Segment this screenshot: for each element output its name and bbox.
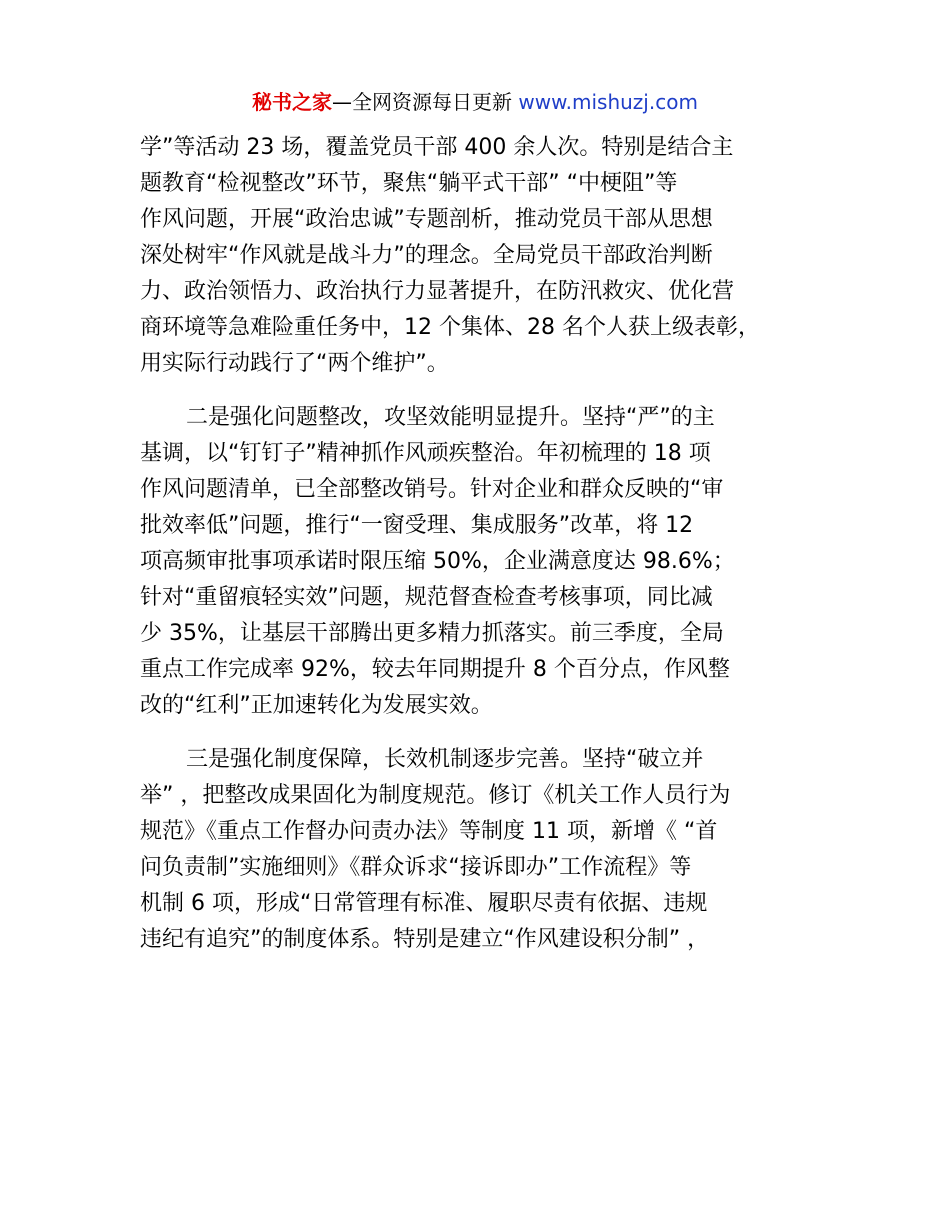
text-line: 改的“红利”正加速转化为发展实效。: [140, 693, 493, 718]
site-url-link[interactable]: www.mishuzj.com: [518, 90, 698, 114]
paragraph-1: [140, 130, 830, 382]
text-line: 题教育“检视整改”环节，聚焦“躺平式干部” “中梗阻”等: [140, 171, 678, 196]
text-line: 批效率低”问题，推行“一窗受理、集成服务”改革，将 12: [140, 513, 694, 538]
text-line: 二是强化问题整改，攻坚效能明显提升。坚持“严”的主: [186, 405, 715, 430]
text-line: 违纪有追究”的制度体系。特别是建立“作风建设积分制” ，: [140, 927, 710, 952]
text-line: 作风问题，开展“政治忠诚”专题剖析，推动党员干部从思想: [140, 207, 713, 232]
site-brand: 秘书之家: [252, 90, 333, 114]
text-line: 问负责制”实施细则》《群众诉求“接诉即办”工作流程》等: [140, 855, 692, 880]
paragraph-3: [140, 742, 830, 958]
text-line: 机制 6 项，形成“日常管理有标准、履职尽责有依据、违规: [140, 891, 708, 916]
text-line: 商环境等急难险重任务中，12 个集体、28 名个人获上级表彰，: [140, 315, 760, 340]
text-line: 规范》《重点工作督办问责办法》等制度 11 项，新增《 “首: [140, 819, 718, 844]
site-header: [0, 86, 950, 118]
text-line: 少 35%，让基层干部腾出更多精力抓落实。前三季度，全局: [140, 621, 724, 646]
text-line: 基调，以“钉钉子”精神抓作风顽疾整治。年初梳理的 18 项: [140, 441, 711, 466]
text-line: 举” ，把整改成果固化为制度规范。修订《机关工作人员行为: [140, 783, 731, 808]
text-line: 作风问题清单，已全部整改销号。针对企业和群众反映的“审: [140, 477, 724, 502]
site-slogan: —全网资源每日更新: [332, 90, 519, 114]
text-line: 重点工作完成率 92%，较去年同期提升 8 个百分点，作风整: [140, 657, 730, 682]
text-line: 项高频审批事项承诺时限压缩 50%，企业满意度达 98.6%；: [140, 549, 735, 574]
text-line: 用实际行动践行了“两个维护”。: [140, 351, 449, 376]
text-line: 深处树牢“作风就是战斗力”的理念。全局党员干部政治判断: [140, 243, 713, 268]
paragraph-2: [140, 400, 830, 724]
text-line: 三是强化制度保障，长效机制逐步完善。坚持“破立并: [186, 747, 704, 772]
text-line: 力、政治领悟力、政治执行力显著提升，在防汛救灾、优化营: [140, 279, 735, 304]
document-body: [140, 130, 830, 958]
text-line: 针对“重留痕轻实效”问题，规范督查检查考核事项，同比减: [140, 585, 713, 610]
text-line: 学”等活动 23 场，覆盖党员干部 400 余人次。特别是结合主: [140, 135, 734, 160]
